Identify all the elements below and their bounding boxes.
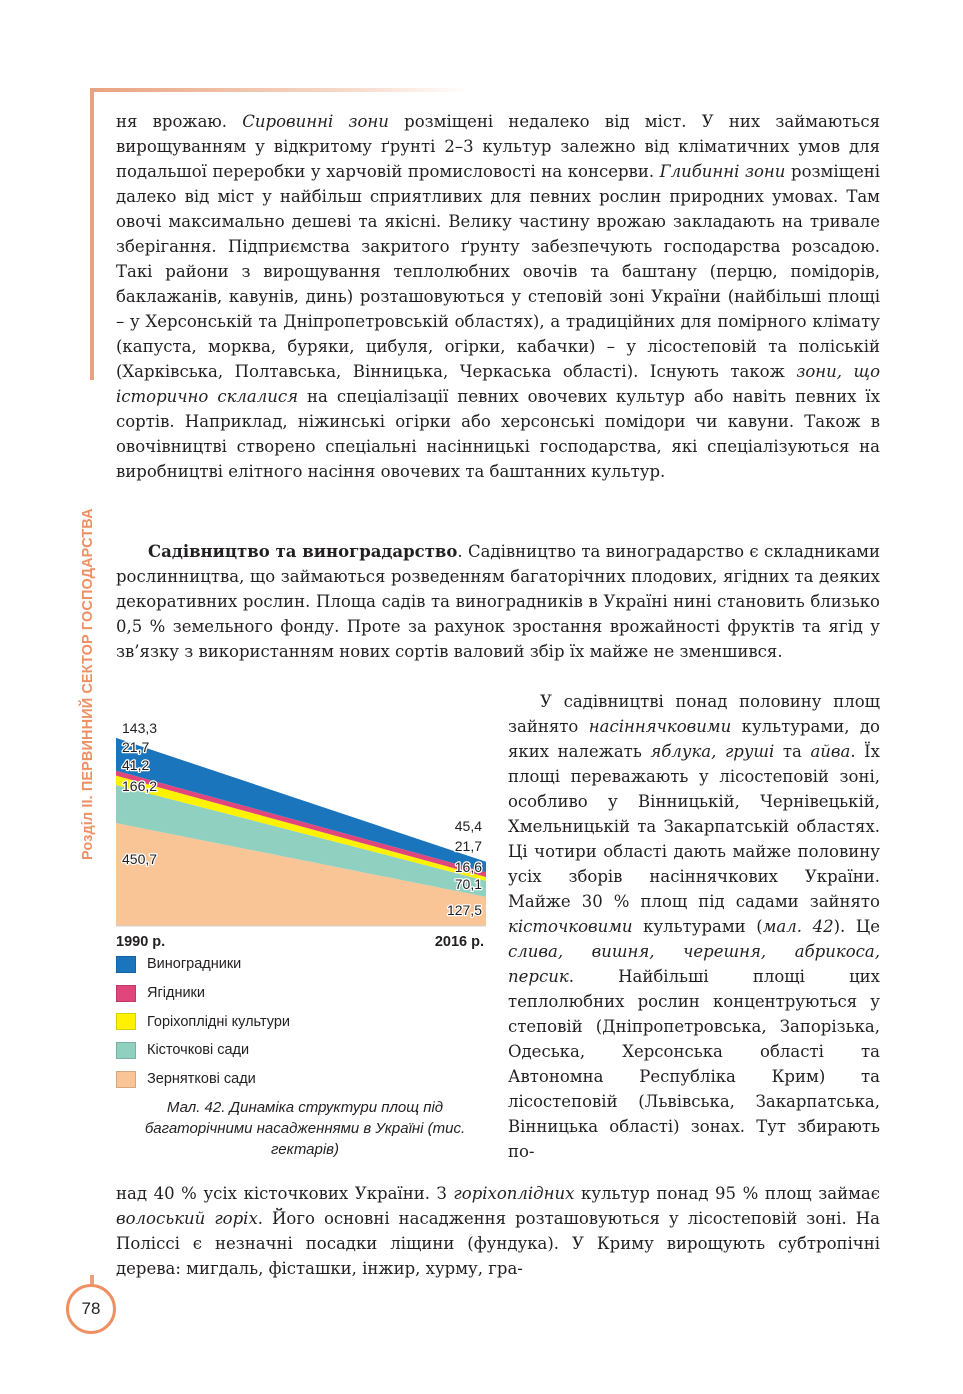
paragraph-pome-fruits: У садівництві понад половину площ зайнято насіннячковими культурами, до яких належать яблука, груші та айва. Їх площі переважають у лісостеповій зоні, особливо у Вінницькій, Чернівецькій, Хмельницькій та Закарпатській областях. Ці чотири області дають майже половину усіх зборів насіннячкових України. Майже 30 % площ під садами зайнято кісточковими культурами (мал. 42). Це слива, вишня, черешня, абрикоса, персик. Найбільші площі цих теплолюбних рослин концентруються у степовій (Дніпропетровська, Запорізька, Одеська, Херсонська області та Автономна Республіка Крим) та лісостеповій (Львівська, Закарпатська, Вінницька області) зонах. Тут збирають по- [508,692,880,1161]
chart-canvas [108,690,500,960]
paragraph-horticulture: Садівництво та виноградарство. Садівництво та виноградарство є складниками рослинництва, що займаються розведенням багаторічних плодових, ягідних та деяких декоративних рослин. Площа садів та виноградників в Україні нині становить близько 0,5 % земельного фонду. Проте за рахунок зростання врожайності фруктів та ягід у зв’язку з використанням нових сортів валовий збір їх майже не зменшився. [116,542,880,661]
figure-caption: Мал. 42. Динаміка структури площ під багаторічними насадженнями в Україні (тис. гектарів) [144,1099,466,1158]
section-label: Розділ II. ПЕРВИННИЙ СЕКТОР ГОСПОДАРСТВА [80,508,96,860]
paragraph-vegetable-zones: ня врожаю. Сировинні зони розміщені недалеко від міст. У них займаються вирощуванням у відкритому ґрунті 2–3 культур залежно від кліматичних умов для подальшої переробки у харчовій промисловості на консерви. Глибинні зони розміщені далеко від міст у найбільш сприятливих для певних рослин природних умовах. Там овочі максимально дешеві та якісні. Велику частину врожаю закладають на тривале зберігання. Підприємства закритого ґрунту забезпечують господарства розсадою. Такі райони з вирощування теплолюбних овочів та баштану (перцю, помідорів, баклажанів, кавунів, динь) розташовуються у степовій зоні України (найбільші площі – у Херсонській та Дніпропетровській областях), а традиційних для помірного клімату (капуста, морква, буряки, цибуля, огірки, кабачки) – у лісостеповій та поліській (Харківська, Полтавська, Вінницька, Черкаська області). Існують також зони, що історично склалися на спеціалізації певних овочевих культур або навіть певних їх сортів. Наприклад, ніжинські огірки або херсонські помідори чи кавуни. Також в овочівництві створено спеціальні насінницькі господарства, які спеціалізуються на виробництві елітного насіння овочевих та баштанних культур. [116,112,881,481]
legend-label: Ягідники [147,985,205,1002]
legend-item [116,950,290,979]
legend-item [116,979,290,1008]
data-label: 21,7 [122,739,150,755]
paragraph-nut-crops: над 40 % усіх кісточкових України. З горіхоплідних культур понад 95 % площ займає волоський горіх. Його основні насадження розташовуються у лісостеповій зоні. На Поліссі є незначні посадки ліщини (фундука). У Криму вирощують субтропічні дерева: мигдаль, фісташки, інжир, хурму, гра- [116,1184,880,1278]
legend-swatch [116,956,136,973]
section-heading: Садівництво та виноградарство [148,542,458,561]
legend-label: Кісточкові сади [147,1042,250,1059]
data-label: 16,6 [454,859,482,875]
legend-item [116,1065,290,1094]
legend-swatch [116,985,136,1002]
legend-item [116,1007,290,1036]
legend-label: Зерняткові сади [147,1071,256,1088]
legend-item [116,1036,290,1065]
legend-swatch [116,1042,136,1059]
legend-label: Горіхоплідні культури [147,1013,291,1030]
data-label: 127,5 [446,902,482,918]
category-label: 2016 р. [434,934,484,950]
chart-legend [116,950,290,1093]
legend-swatch [116,1013,136,1030]
side-decorative-rule [90,88,94,380]
data-label: 45,4 [454,818,482,834]
category-label: 1990 р. [116,934,166,950]
top-decorative-rule [90,88,470,92]
data-label: 450,7 [122,851,158,867]
page-number: 78 [66,1284,116,1334]
data-label: 143,3 [122,720,158,736]
data-label: 41,2 [122,757,150,773]
data-label: 21,7 [454,838,482,854]
legend-swatch [116,1071,136,1088]
area-chart [108,690,500,960]
data-label: 166,2 [122,778,158,794]
legend-label: Виноградники [147,956,242,973]
data-label: 70,1 [454,876,482,892]
